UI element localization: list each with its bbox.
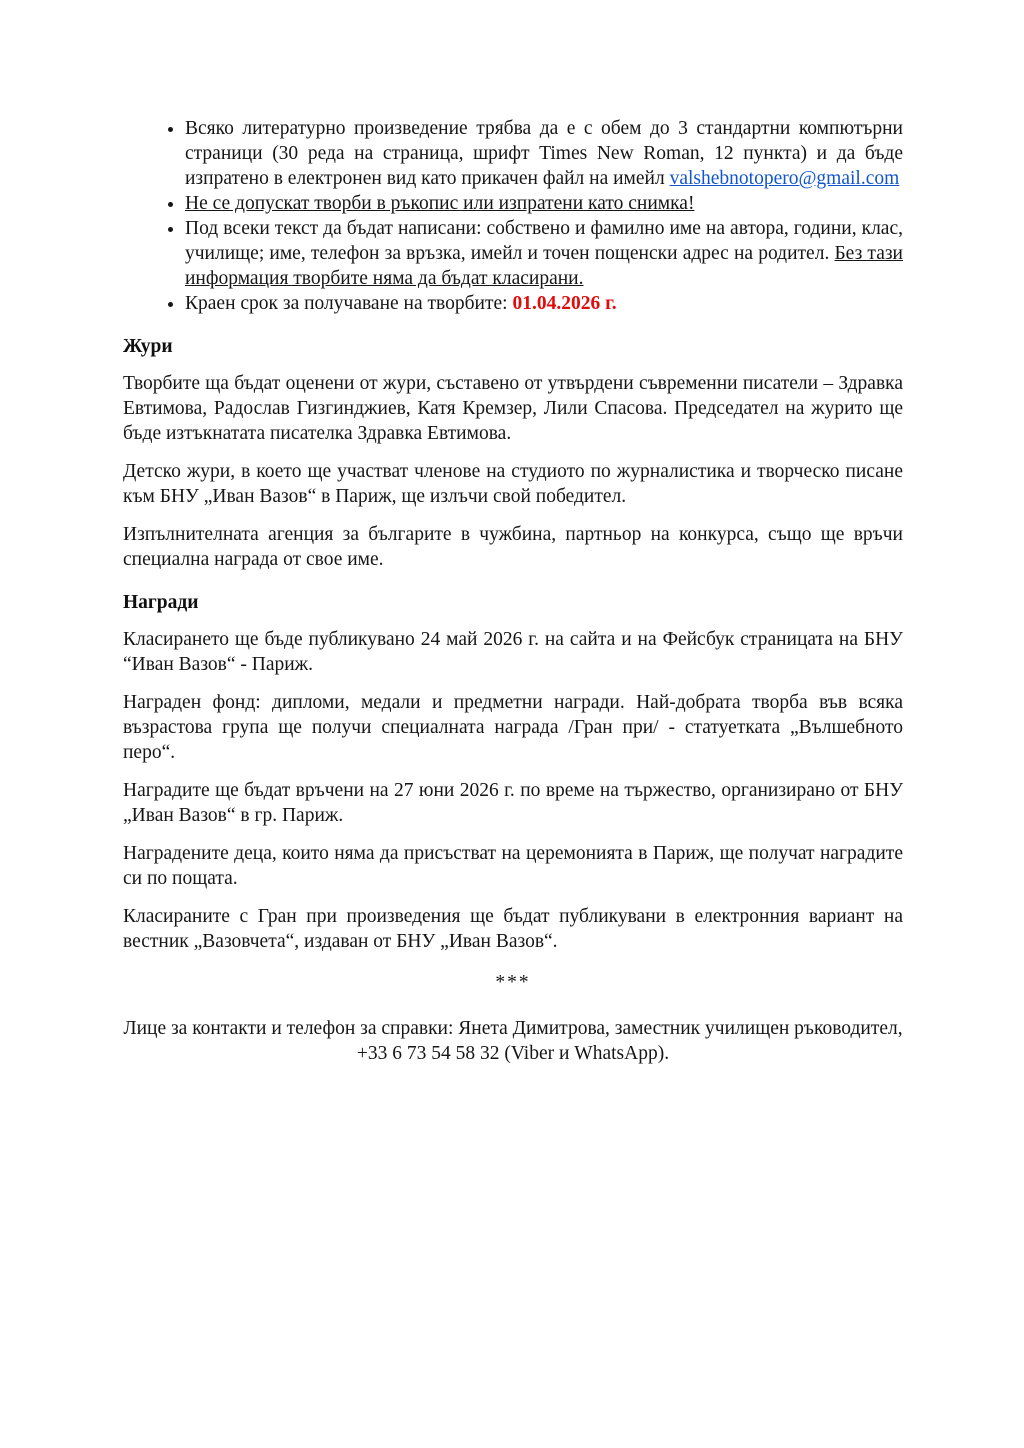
list-item-deadline (185, 291, 903, 316)
required-info-text: Под всеки текст да бъдат написани: собствено и фамилно име на автора, години, клас, училище; име, телефон за връзка, имейл и точен пощенски адрес на родител. (185, 218, 903, 264)
deadline-label: Краен срок за получаване на творбите: (185, 293, 513, 314)
list-item-submission-format (185, 116, 903, 191)
jury-paragraph-3: Изпълнителната агенция за българите в чужбина, партньор на конкурса, също ще връчи специална награда от свое име. (123, 524, 903, 570)
submission-format-text: Всяко литературно произведение трябва да е с обем до 3 стандартни компютърни страници (30 реда на страница, шрифт Times New Roman, 12 пункта) и да бъде изпратено в електронен вид като прикачен файл на имейл (185, 118, 903, 189)
deadline-date: 01.04.2026 г. (512, 293, 617, 314)
asterisk-separator: *** (495, 972, 531, 993)
rules-bullet-list (123, 116, 903, 316)
awards-paragraph-3: Наградите ще бъдат връчени на 27 юни 2026 г. по време на тържество, организирано от БНУ „Иван Вазов“ в гр. Париж. (123, 780, 903, 826)
contact-info: Лице за контакти и телефон за справки: Янета Димитрова, заместник училищен ръководител, +33 6 73 54 58 32 (Viber и WhatsApp). (123, 1018, 903, 1064)
awards-paragraph-5: Класираните с Гран при произведения ще бъдат публикувани в електронния вариант на вестник „Вазовчета“, издаван от БНУ „Иван Вазов“. (123, 906, 903, 952)
jury-paragraph-2: Детско жури, в което ще участват членове на студиото по журналистика и творческо писане към БНУ „Иван Вазов“ в Париж, ще излъчи свой победител. (123, 461, 903, 507)
no-handwriting-text: Не се допускат творби в ръкопис или изпратени като снимка! (185, 193, 695, 214)
awards-paragraph-2: Награден фонд: дипломи, медали и предметни награди. Най-добрата творба във всяка възрастова група ще получи специалната награда /Гран при/ - статуетката „Вълшебното перо“. (123, 692, 903, 763)
email-link[interactable]: valshebnotopero@gmail.com (669, 168, 900, 189)
list-item-required-info (185, 216, 903, 291)
awards-paragraph-4: Наградените деца, които няма да присъстват на церемонията в Париж, ще получат наградите си по пощата. (123, 843, 903, 889)
awards-section-heading: Награди (123, 592, 199, 613)
awards-paragraph-1: Класирането ще бъде публикувано 24 май 2026 г. на сайта и на Фейсбук страницата на БНУ “Иван Вазов“ - Париж. (123, 629, 903, 675)
jury-section-heading: Жури (123, 336, 173, 357)
list-item-no-handwriting (185, 191, 903, 216)
required-info-warning-text: Без тази информация творбите няма да бъдат класирани. (185, 243, 903, 289)
jury-paragraph-1: Творбите ща бъдат оценени от жури, съставено от утвърдени съвременни писатели – Здравка Евтимова, Радослав Гизгинджиев, Катя Кремзер, Лили Спасова. Председател на журито ще бъде изтъкнатата писателка Здравка Евтимова. (123, 373, 903, 444)
